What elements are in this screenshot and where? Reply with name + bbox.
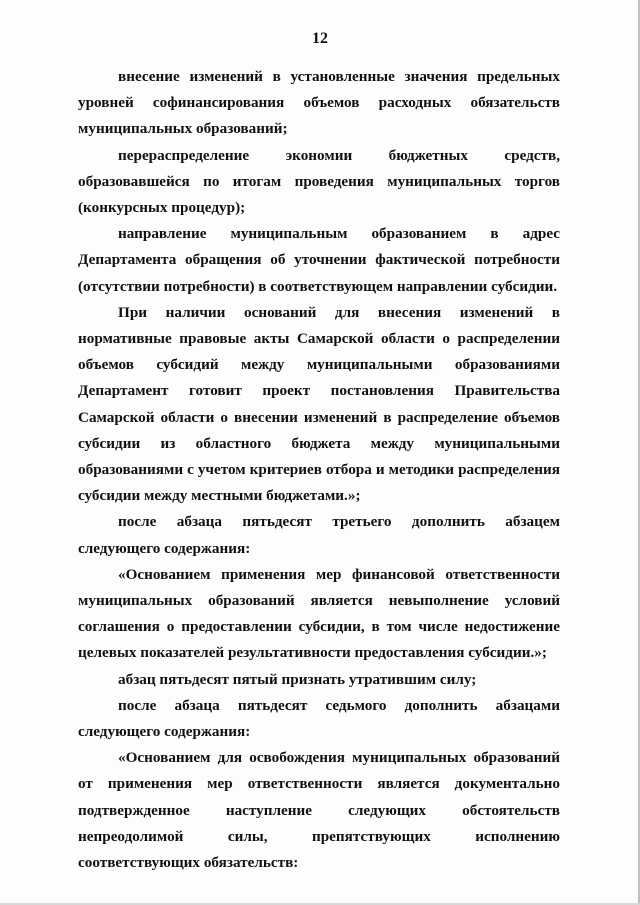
paragraph: При наличии оснований для внесения изменений в нормативные правовые акты Самарской области о распределении объемов субсидий между муниципальными образованиями Департамент готовит проект постановления Правительства Самарской области о внесении изменений в распределение объемов субсидии из областного бюджета между муниципальными образованиями с учетом критериев отбора и методики распределения субсидии между местными бюджетами.»; xyxy=(78,303,560,505)
document-body xyxy=(78,64,560,876)
paragraph: внесение изменений в установленные значения предельных уровней софинансирования объемов расходных обязательств муниципальных образований; xyxy=(78,68,560,138)
paragraph: направление муниципальным образованием в адрес Департамента обращения об уточнении фактической потребности (отсутствии потребности) в соответствующем направлении субсидии. xyxy=(78,225,560,295)
paragraph: после абзаца пятьдесят седьмого дополнить абзацами следующего содержания: xyxy=(78,696,560,741)
paragraph: абзац пятьдесят пятый признать утратившим силу; xyxy=(118,670,477,688)
paragraph: «Основанием применения мер финансовой ответственности муниципальных образований является невыполнение условий соглашения о предоставлении субсидии, в том числе недостижение целевых показателей результативности предоставления субсидии.»; xyxy=(78,565,560,662)
page-number: 12 xyxy=(312,30,328,47)
paragraph: после абзаца пятьдесят третьего дополнить абзацем следующего содержания: xyxy=(78,513,560,557)
paragraph: «Основанием для освобождения муниципальных образований от применения мер ответственности является документально подтвержденное наступление следующих обстоятельств непреодолимой силы, препятствующих исполнению соответствующих обязательств: xyxy=(78,749,560,872)
paragraph: перераспределение экономии бюджетных средств, образовавшейся по итогам проведения муниципальных торгов (конкурсных процедур); xyxy=(78,146,560,217)
